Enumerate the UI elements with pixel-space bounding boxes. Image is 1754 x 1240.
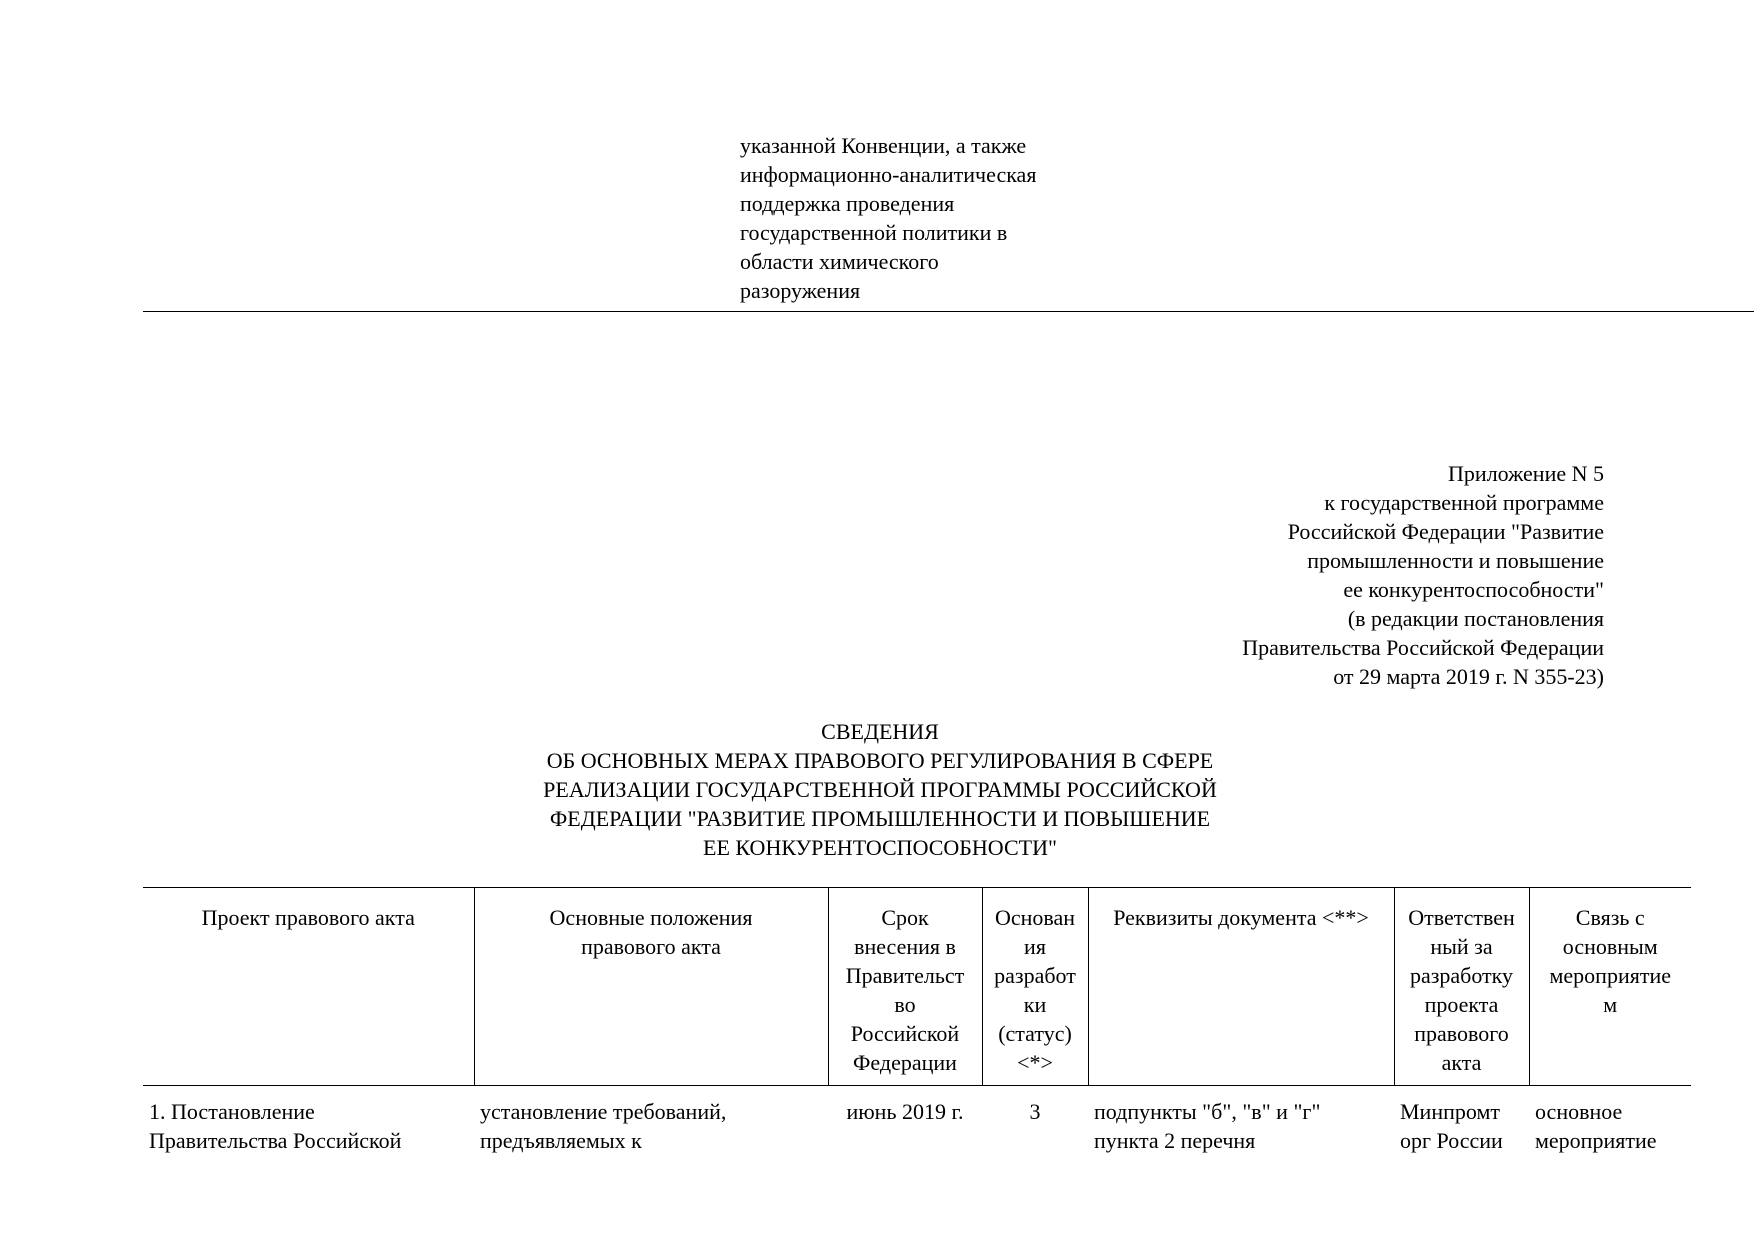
appendix-line: ее конкурентоспособности"	[1343, 577, 1604, 602]
cell-document-details: подпункты "б", "в" и "г" пункта 2 перечня	[1094, 1099, 1321, 1153]
appendix-line: Правительства Российской Федерации	[1242, 635, 1604, 660]
table-row	[143, 1086, 1691, 1156]
carryover-line: поддержка проведения	[740, 191, 955, 216]
cell-draft-act: 1. Постановление Правительства Российской	[149, 1099, 402, 1153]
cell-responsible: Минпромт орг России	[1400, 1099, 1503, 1153]
cell-submission-deadline: июнь 2019 г.	[846, 1099, 964, 1124]
carryover-line: разоружения	[740, 278, 861, 303]
header-link-to-measure: Связь с основным мероприятие м	[1529, 888, 1691, 1086]
legal-measures-table	[143, 887, 1691, 1155]
title-line: ФЕДЕРАЦИИ "РАЗВИТИЕ ПРОМЫШЛЕННОСТИ И ПОВЫШЕНИЕ	[549, 806, 1211, 831]
carryover-line: области химического	[740, 249, 939, 274]
title-line: РЕАЛИЗАЦИИ ГОСУДАРСТВЕННОЙ ПРОГРАММЫ РОССИЙСКОЙ	[543, 777, 1217, 802]
header-responsible: Ответствен ный за разработку проекта правового акта	[1394, 888, 1529, 1086]
appendix-reference	[904, 459, 1604, 691]
header-draft-act: Проект правового акта	[143, 888, 474, 1086]
title-line: СВЕДЕНИЯ	[821, 719, 939, 744]
appendix-line: от 29 марта 2019 г. N 355-23)	[1333, 664, 1604, 689]
header-main-provisions: Основные положения правового акта	[474, 888, 828, 1086]
cell-link-to-measure: основное мероприятие	[1535, 1099, 1657, 1153]
carryover-text-block	[740, 131, 1140, 305]
carryover-line: указанной Конвенции, а также	[740, 133, 1027, 158]
title-line: ЕЕ КОНКУРЕНТОСПОСОБНОСТИ"	[703, 835, 1057, 860]
cell-grounds-status: 3	[1029, 1099, 1041, 1124]
appendix-line: к государственной программе	[1324, 490, 1604, 515]
document-title	[340, 717, 1420, 862]
table-header-row	[143, 888, 1691, 1086]
appendix-line: Приложение N 5	[1448, 461, 1604, 486]
appendix-line: Российской Федерации "Развитие	[1287, 519, 1604, 544]
title-line: ОБ ОСНОВНЫХ МЕРАХ ПРАВОВОГО РЕГУЛИРОВАНИЯ В СФЕРЕ	[546, 748, 1214, 773]
header-submission-deadline: Срок внесения в Правительст во Российской Федерации	[828, 888, 982, 1086]
appendix-line: промышленности и повышение	[1307, 548, 1604, 573]
table-end-rule	[143, 311, 1754, 312]
header-document-details: Реквизиты документа <**>	[1088, 888, 1394, 1086]
carryover-line: государственной политики в	[740, 220, 1008, 245]
appendix-line: (в редакции постановления	[1347, 606, 1604, 631]
cell-main-provisions: установление требований, предъявляемых к	[480, 1099, 727, 1153]
carryover-line: информационно-аналитическая	[740, 162, 1037, 187]
header-grounds-status: Основан ия разработ ки (статус) <*>	[982, 888, 1088, 1086]
